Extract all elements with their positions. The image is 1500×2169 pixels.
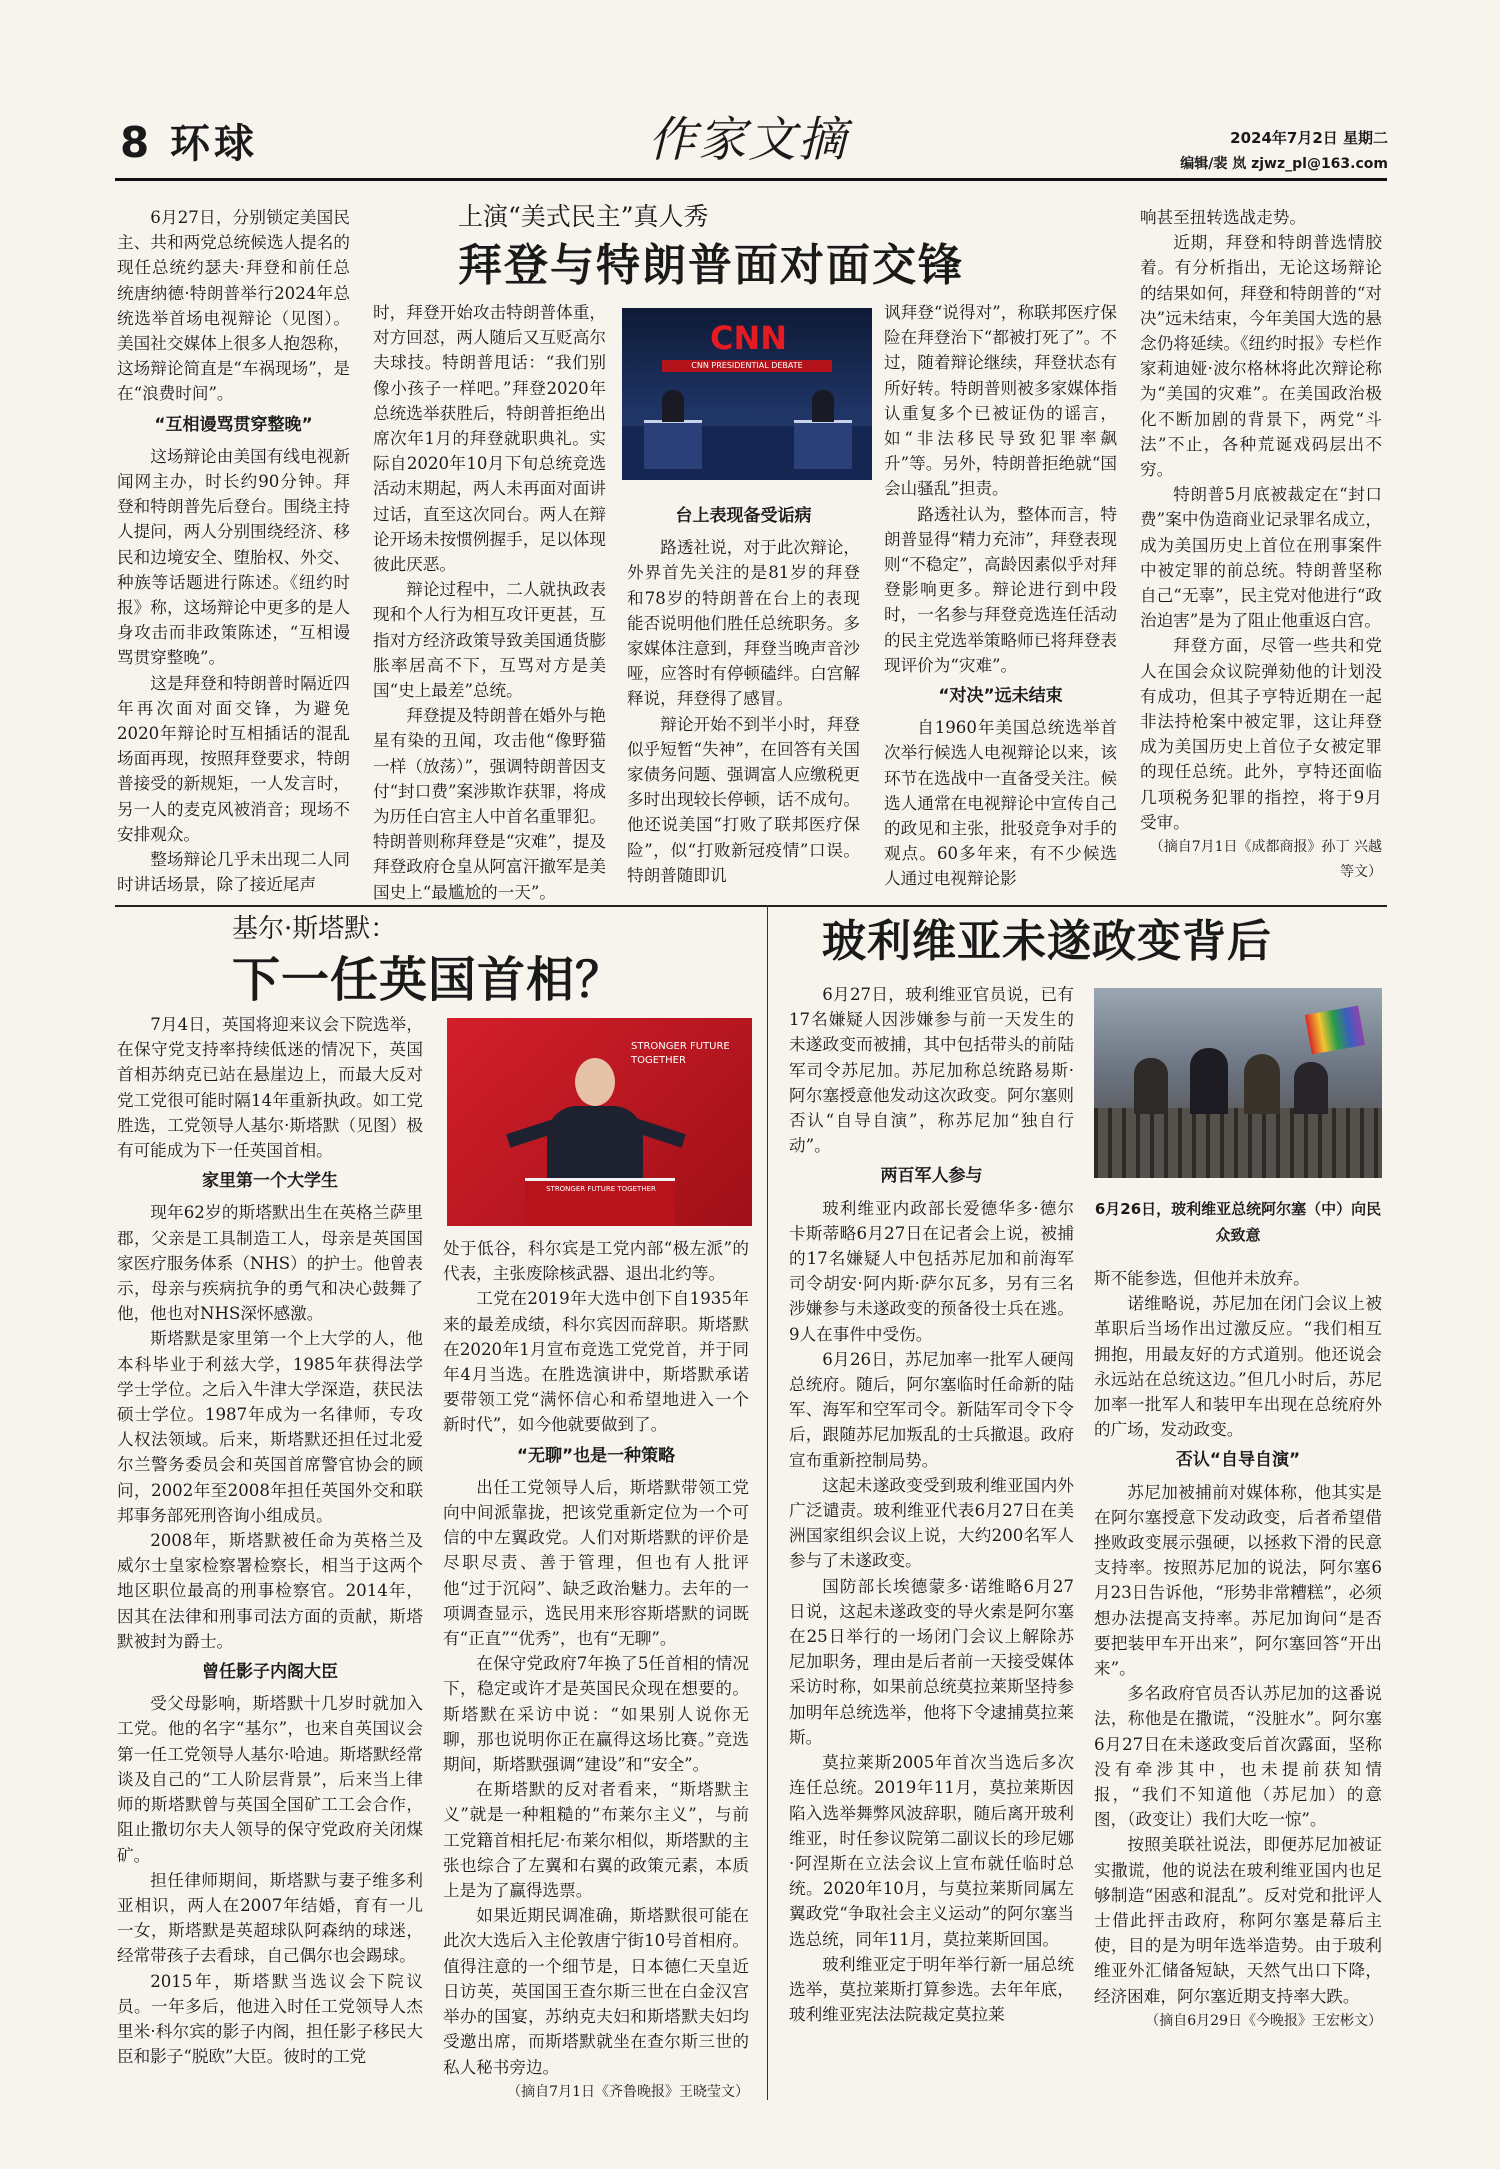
source-credit: （摘自7月1日《齐鲁晚报》王晓莹文） xyxy=(507,2083,749,2100)
article1-column-1 xyxy=(117,205,350,897)
header-rule xyxy=(115,178,1387,181)
paragraph: 路透社认为，整体而言，特朗普显得“精力充沛”，拜登表现则“不稳定”，高龄因素似乎对拜登影响更多。辩论进行到中段时，一名参与拜登竞选连任活动的民主党选举策略师已将拜登表现评价为“灾难”。 xyxy=(884,504,1117,675)
continued-paragraph: 斯不能参选，但他并未放弃。 xyxy=(1094,1269,1310,1288)
banner-text: STRONGER FUTURE TOGETHER xyxy=(631,1041,730,1066)
subheading: “对决”远未结束 xyxy=(938,686,1063,707)
paragraph: 路透社说，对于此次辩论，外界首先关注的是81岁的拜登和78岁的特朗普在台上的表现能否说明他们胜任总统职务。多家媒体注意到，拜登当晚声音沙哑，应答时有停顿磕绊。白宫解释说，拜登得了感冒。 xyxy=(627,538,860,709)
paragraph: 6月27日，玻利维亚官员说，已有17名嫌疑人因涉嫌参与前一天发生的未遂政变而被捕，其中包括带头的前陆军司令苏尼加。苏尼加称总统路易斯·阿尔塞授意他发动这次政变。阿尔塞则否认“自导自演”，称苏尼加“独自行动”。 xyxy=(789,985,1074,1156)
column-separator xyxy=(767,905,768,2100)
paragraph: 6月27日，分别锁定美国民主、共和两党总统候选人提名的现任总统约瑟夫·拜登和前任总统唐纳德·特朗普举行2024年总统选举首场电视辩论（见图）。美国社交媒体上很多人抱怨称，这场辩论简直是“车祸现场”，是在“浪费时间”。 xyxy=(117,208,350,404)
subheading: 否认“自导自演” xyxy=(1175,1450,1301,1471)
editor-credit: 编辑/裴 岚 zjwz_pl@163.com xyxy=(1180,156,1388,172)
continued-paragraph: 讽拜登“说得对”，称联邦医疗保险在拜登治下“都被打死了”。不过，随着辩论继续，拜登状态有所好转。特朗普则被多家媒体指认重复多个已被证伪的谣言，如“非法移民导致犯罪率飙升”等。另外，特朗普拒绝就“国会山骚乱”担责。 xyxy=(884,303,1117,499)
article2-column-1 xyxy=(117,1012,423,2069)
paragraph: 莫拉莱斯2005年首次当选后多次连任总统。2019年11月，莫拉莱斯因陷入选举舞弊风波辞职，随后离开玻利维亚，时任参议院第二副议长的珍尼娜·阿涅斯在立法会议上宣布就任临时总统。2020年10月，与莫拉莱斯同属左翼政党“争取社会主义运动”的阿尔塞当选总统，同年11月，莫拉莱斯回国。 xyxy=(789,1753,1074,1949)
article1-column-4 xyxy=(884,300,1117,892)
podium-text: STRONGER FUTURE TOGETHER xyxy=(546,1185,656,1193)
stage-screen-banner: CNN PRESIDENTIAL DEBATE xyxy=(662,360,832,372)
paragraph: 多名政府官员否认苏尼加的这番说法，称他是在撒谎，“没脏水”。阿尔塞6月27日在未遂政变后首次露面，坚称没有牵涉其中，也未提前获知情报，“我们不知道他（苏尼加）的意图，（政变让）我们大吃一惊”。 xyxy=(1094,1684,1382,1830)
paragraph: 斯塔默是家里第一个上大学的人，他本科毕业于利兹大学，1985年获得法学学士学位。之后入牛津大学深造，获民法硕士学位。1987年成为一名律师，专攻人权法领域。后来，斯塔默还担任过北爱尔兰警务委员会和英国首席警官协会的顾问，2002年至2008年担任英国外交和联邦事务部死刑咨询小组成员。 xyxy=(117,1329,423,1525)
paragraph: 现年62岁的斯塔默出生在英格兰萨里郡，父亲是工具制造工人，母亲是英国国家医疗服务体系（NHS）的护士。他曾表示，母亲与疾病抗争的勇气和决心鼓舞了他，他也对NHS深怀感激。 xyxy=(117,1203,423,1324)
cnn-logo: CNN xyxy=(710,319,788,357)
paragraph: 这是拜登和特朗普时隔近四年再次面对面交锋，为避免2020年辩论时互相插话的混乱场面再现，按照拜登要求，特朗普接受的新规矩，一人发言时，另一人的麦克风被消音；现场不安排观众。 xyxy=(117,673,350,844)
balcony-railing xyxy=(1094,1108,1382,1178)
paragraph: 特朗普5月底被裁定在“封口费”案中伪造商业记录罪名成立，成为美国历史上首位在刑事案件中被定罪的前总统。特朗普坚称自己“无辜”，民主党对他进行“政治迫害”是为了阻止他重返白宫。 xyxy=(1140,485,1382,631)
paragraph: 担任律师期间，斯塔默与妻子维多利亚相识，两人在2007年结婚，育有一儿一女，斯塔默是英超球队阿森纳的球迷，经常带孩子去看球，自己偶尔也会踢球。 xyxy=(117,1870,423,1966)
right-candidate xyxy=(812,390,834,422)
paragraph: 6月26日，苏尼加率一批军人硬闯总统府。随后，阿尔塞临时任命新的陆军、海军和空军司令。新陆军司令下令后，跟随苏尼加叛乱的士兵撤退。政府宣布重新控制局势。 xyxy=(789,1349,1074,1470)
paragraph: 2008年，斯塔默被任命为英格兰及威尔士皇家检察署检察长，相当于这两个地区职位最高的刑事检察官。2014年，因其在法律和刑事司法方面的贡献，斯塔默被封为爵士。 xyxy=(117,1531,423,1651)
article-separator xyxy=(115,905,1387,907)
subheading: 家里第一个大学生 xyxy=(202,1171,338,1192)
crowd-person-3 xyxy=(1244,1054,1280,1114)
article3-title: 玻利维亚未遂政变背后 xyxy=(822,916,1272,967)
paragraph: 在保守党政府7年换了5任首相的情况下，稳定或许才是英国民众现在想要的。斯塔默在采访中说：“如果别人说你无聊，那也说明你正在赢得这场比赛。”竞选期间，斯塔默强调“建设”和“安全”。 xyxy=(443,1654,749,1775)
paragraph: 2015年，斯塔默当选议会下院议员。一年多后，他进入时任工党领导人杰里米·科尔宾的影子内阁，担任影子移民大臣和影子“脱欧”大臣。彼时的工党 xyxy=(117,1971,423,2067)
paragraph: 如果近期民调准确，斯塔默很可能在此次大选后入主伦敦唐宁街10号首相府。值得注意的一个细节是，日本德仁天皇近日访英，英国国王查尔斯三世在白金汉宫举办的国宴，苏纳克夫妇和斯塔默夫妇均受邀出席，而斯塔默就坐在查尔斯三世的私人秘书旁边。 xyxy=(443,1906,749,2077)
source-credit: （摘自6月29日《今晚报》王宏彬文） xyxy=(1145,2012,1382,2029)
article1-column-2 xyxy=(373,300,606,905)
masthead-logo: 作家文摘 xyxy=(648,112,849,168)
paragraph: 在斯塔默的反对者看来，“斯塔默主义”就是一种粗糙的“布莱尔主义”，与前工党籍首相托尼·布莱尔相似，斯塔默的主张也综合了左翼和右翼的政策元素，本质上是为了赢得选票。 xyxy=(443,1780,749,1901)
issue-date: 2024年7月2日 星期二 xyxy=(1230,129,1388,147)
subheading: 两百军人参与 xyxy=(880,1166,983,1187)
subheading: “无聊”也是一种策略 xyxy=(516,1445,676,1466)
paragraph: 国防部长埃德蒙多·诺维略6月27日说，这起未遂政变的导火索是阿尔塞在25日举行的一场闭门会议上解除苏尼加职务，理由是后者前一天接受媒体采访时称，如果前总统莫拉莱斯坚持参加明年总统选举，他将下令逮捕莫拉莱斯。 xyxy=(789,1576,1074,1747)
continued-paragraph: 时，拜登开始攻击特朗普体重，对方回怼，两人随后又互贬高尔夫球技。特朗普甩话：“我们别像小孩子一样吧。”拜登2020年总统选举获胜后，特朗普拒绝出席次年1月的拜登就职典礼。实际自2020年10月下旬总统竞选活动末期起，两人未再面对面讲过话，直至这次同台。两人在辩论开场未按惯例握手，足以体现彼此厌恶。 xyxy=(373,303,606,575)
subheading: 台上表现备受诟病 xyxy=(675,506,812,526)
flag xyxy=(1305,1006,1365,1055)
left-candidate xyxy=(662,390,684,422)
paragraph: 诺维略说，苏尼加在闭门会议上被革职后当场作出过激反应。“我们相互拥抱，用最友好的方式道别。他还说会永远站在总统这边。”但几小时后，苏尼加率一批军人和装甲车出现在总统府外的广场，发动政变。 xyxy=(1094,1294,1382,1440)
article3-column-2 xyxy=(1094,1266,1382,2034)
subheading: “互相谩骂贯穿整晚” xyxy=(154,414,313,435)
bolivia-photo-caption: 6月26日，玻利维亚总统阿尔塞（中）向民众致意 xyxy=(1094,1200,1382,1244)
paragraph: 玻利维亚内政部长爱德华多·德尔卡斯蒂略6月27日在记者会上说，被捕的17名嫌疑人中包括苏尼加和前海军司令胡安·阿内斯·萨尔瓦多，另有三名涉嫌参与未遂政变的预备役士兵在逃。9人在事件中受伤。 xyxy=(789,1198,1074,1344)
left-podium xyxy=(644,420,702,469)
article2-title: 下一任英国首相？ xyxy=(232,952,625,1008)
section-name: 环球 xyxy=(170,121,258,167)
article1-title: 拜登与特朗普面对面交锋 xyxy=(458,240,964,291)
article2-column-2 xyxy=(443,1236,749,2105)
paragraph: 辩论过程中，二人就执政表现和个人行为相互攻讦更甚，互指对方经济政策导致美国通货膨胀率居高不下，互骂对方是美国“史上最差”总统。 xyxy=(373,580,606,701)
subheading: 曾任影子内阁大臣 xyxy=(202,1662,338,1683)
article1-column-3 xyxy=(627,498,860,888)
paragraph: 这起未遂政变受到玻利维亚国内外广泛谴责。玻利维亚代表6月27日在美洲国家组织会议上说，大约200名军人参与了未遂政变。 xyxy=(789,1475,1074,1571)
starmer-photo xyxy=(447,1018,752,1226)
paragraph: 苏尼加被捕前对媒体称，他其实是在阿尔塞授意下发动政变，后者希望借挫败政变展示强硬，以拯救下滑的民意支持率。按照苏尼加的说法，阿尔塞6月23日告诉他，“形势非常糟糕”，必须想办法提高支持率。苏尼加询问“是否要把装甲车开出来”，阿尔塞回答“开出来”。 xyxy=(1094,1482,1382,1679)
debate-photo xyxy=(622,308,872,480)
paragraph: 近期，拜登和特朗普选情胶着。有分析指出，无论这场辩论的结果如何，拜登和特朗普的“对决”远未结束，今年美国大选的悬念仍将延续。《纽约时报》专栏作家莉迪娅·波尔格林将此次辩论称为“美国的灾难”。在美国政治极化不断加剧的背景下，两党“斗法”不止，各种荒诞戏码层出不穷。 xyxy=(1140,233,1382,480)
paragraph: 按照美联社说法，即便苏尼加被证实撒谎，他的说法在玻利维亚国内也足够制造“困惑和混乱”。反对党和批评人士借此抨击政府，称阿尔塞是幕后主使，目的是为明年选举造势。由于玻利维亚外汇储备短缺，天然气出口下降，经济困难，阿尔塞近期支持率大跌。 xyxy=(1094,1835,1382,2006)
paragraph: 整场辩论几乎未出现二人同时讲话场景，除了接近尾声 xyxy=(117,850,350,895)
crowd-person-2 xyxy=(1190,1048,1228,1114)
article1-kicker: 上演“美式民主”真人秀 xyxy=(458,202,709,231)
paragraph: 自1960年美国总统选举首次举行候选人电视辩论以来，该环节在选战中一直备受关注。候选人通常在电视辩论中宣传自己的政见和主张，批驳竞争对手的观点。60多年来，有不少候选人通过电视辩论影 xyxy=(884,718,1117,889)
crowd-person-4 xyxy=(1294,1062,1328,1114)
continued-paragraph: 处于低谷，科尔宾是工党内部“极左派”的代表，主张废除核武器、退出北约等。 xyxy=(443,1239,749,1284)
bolivia-photo xyxy=(1094,988,1382,1178)
source-credit: （摘自7月1日《成都商报》孙丁 兴越等文） xyxy=(1149,839,1382,881)
right-podium xyxy=(794,420,852,469)
crowd-person-1 xyxy=(1134,1058,1168,1114)
article1-column-5 xyxy=(1140,205,1382,885)
paragraph: 出任工党领导人后，斯塔默带领工党向中间派靠拢，把该党重新定位为一个可信的中左翼政党。人们对斯塔默的评价是尽职尽责、善于管理，但也有人批评他“过于沉闷”、缺乏政治魅力。去年的一项调查显示，选民用来形容斯塔默的词既有“正直”“优秀”，也有“无聊”。 xyxy=(443,1477,749,1649)
paragraph: 这场辩论由美国有线电视新闻网主办，时长约90分钟。拜登和特朗普先后登台。围绕主持人提问，两人分别围绕经济、移民和边境安全、堕胎权、外交、种族等话题进行陈述。《纽约时报》称，这场辩论中更多的是人身攻击而非政策陈述，“互相谩骂贯穿整晚”。 xyxy=(117,446,350,668)
paragraph: 辩论开始不到半小时，拜登似乎短暂“失神”，在回答有关国家债务问题、强调富人应缴税更多时出现较长停顿，话不成句。他还说美国“打败了联邦医疗保险”，似“打败新冠疫情”口误。特朗普随即讥 xyxy=(627,714,860,885)
page-number: 8 xyxy=(120,118,150,167)
article3-column-1 xyxy=(789,982,1074,2027)
paragraph: 拜登提及特朗普在婚外与艳星有染的丑闻，攻击他“像野猫一样（放荡）”，强调特朗普因支付“封口费”案涉欺诈获罪，将成为历任白宫主人中首名重罪犯。特朗普则称拜登是“灾难”，提及拜登政府仓皇从阿富汗撤军是美国史上“最尴尬的一天”。 xyxy=(373,706,606,902)
speaker-head xyxy=(575,1058,615,1106)
paragraph: 7月4日，英国将迎来议会下院选举，在保守党支持率持续低迷的情况下，英国首相苏纳克已站在悬崖边上，而最大反对党工党很可能时隔14年重新执政。如工党胜选，工党领导人基尔·斯塔默（见图）极有可能成为下一任英国首相。 xyxy=(117,1015,423,1161)
paragraph: 工党在2019年大选中创下自1935年来的最差成绩，科尔宾因而辞职。斯塔默在2020年1月宣布竞选工党党首，并于同年4月当选。在胜选演讲中，斯塔默承诺要带领工党“满怀信心和希望地进入一个新时代”，如今他就要做到了。 xyxy=(443,1289,749,1435)
paragraph: 拜登方面，尽管一些共和党人在国会众议院弹劾他的计划没有成功，但其子亨特近期在一起非法持枪案中被定罪，这让拜登成为美国历史上首位子女被定罪的现任总统。此外，亨特还面临几项税务犯罪的指控，将于9月受审。 xyxy=(1140,636,1382,832)
article2-kicker: 基尔·斯塔默： xyxy=(232,914,397,944)
paragraph: 玻利维亚定于明年举行新一届总统选举，莫拉莱斯打算参选。去年年底，玻利维亚宪法法院裁定莫拉莱 xyxy=(789,1954,1074,2025)
continued-paragraph: 响甚至扭转选战走势。 xyxy=(1140,208,1306,227)
paragraph: 受父母影响，斯塔默十几岁时就加入工党。他的名字“基尔”，也来自英国议会第一任工党领导人基尔·哈迪。斯塔默经常谈及自己的“工人阶层背景”，后来当上律师的斯塔默曾与英国全国矿工工会合作，阻止撒切尔夫人领导的保守党政府关闭煤矿。 xyxy=(117,1694,423,1865)
